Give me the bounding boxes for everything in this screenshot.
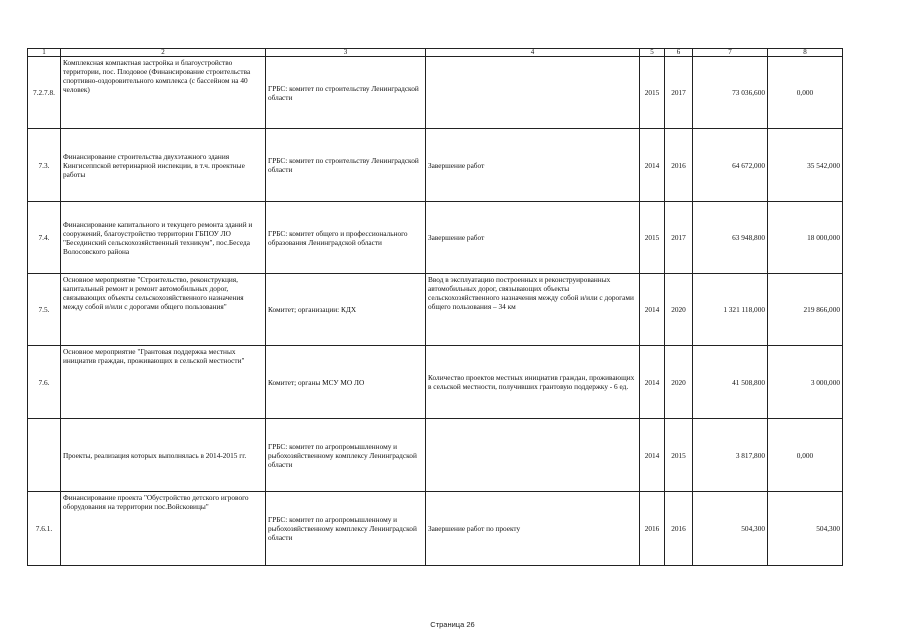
row-value-7: 1 321 118,000 [693, 274, 768, 346]
row-end-year: 2020 [665, 274, 693, 346]
budget-table [27, 48, 843, 566]
table-row [28, 202, 843, 274]
row-grbs: ГРБС: комитет по агропромышленному и рыбохозяйственному комплексу Ленинградской области [266, 492, 426, 566]
row-number: 7.6. [28, 346, 61, 419]
row-name: Основное мероприятие "Строительство, реконструкция, капитальный ремонт и ремонт автомобильных дорог, связывающих объекты сельскохозяйственного назначения между собой и/или с дорогами общего пользования" [61, 274, 266, 346]
row-result: Ввод в эксплуатацию построенных и реконструированных автомобильных дорог, связывающих объекты сельскохозяйственного назначения между собой и/или с дорогами общего пользования – 34 км [426, 274, 640, 346]
row-start-year: 2015 [640, 57, 665, 129]
row-value-7: 41 508,800 [693, 346, 768, 419]
row-start-year: 2014 [640, 129, 665, 202]
row-number: 7.4. [28, 202, 61, 274]
row-value-7: 63 948,800 [693, 202, 768, 274]
row-name: Финансирование строительства двухэтажного здания Кингисеппской ветеринарной инспекции, в т.ч. проектные работы [61, 129, 266, 202]
table-row [28, 419, 843, 492]
row-end-year: 2020 [665, 346, 693, 419]
row-start-year: 2016 [640, 492, 665, 566]
row-value-8: 0,000 [768, 57, 843, 129]
row-value-7: 504,300 [693, 492, 768, 566]
row-result: Количество проектов местных инициатив граждан, проживающих в сельской местности, получивших грантовую поддержку - 6 ед. [426, 346, 640, 419]
row-result: Завершение работ по проекту [426, 492, 640, 566]
col-header-3: 3 [266, 49, 426, 57]
page-number: Страница 26 [430, 620, 475, 629]
row-end-year: 2016 [665, 492, 693, 566]
row-value-8: 3 000,000 [768, 346, 843, 419]
row-grbs: Комитет; организации: КДХ [266, 274, 426, 346]
col-header-6: 6 [665, 49, 693, 57]
row-number: 7.2.7.8. [28, 57, 61, 129]
col-header-2: 2 [61, 49, 266, 57]
row-value-8: 219 866,000 [768, 274, 843, 346]
row-result: Завершение работ [426, 129, 640, 202]
row-result [426, 419, 640, 492]
table-row [28, 57, 843, 129]
col-header-4: 4 [426, 49, 640, 57]
row-grbs: ГРБС: комитет по строительству Ленинградской области [266, 129, 426, 202]
row-value-7: 73 036,600 [693, 57, 768, 129]
row-name: Основное мероприятие "Грантовая поддержка местных инициатив граждан, проживающих в сельской местности" [61, 346, 266, 419]
row-start-year: 2014 [640, 274, 665, 346]
row-value-7: 3 817,800 [693, 419, 768, 492]
col-header-1: 1 [28, 49, 61, 57]
row-number: 7.6.1. [28, 492, 61, 566]
col-header-7: 7 [693, 49, 768, 57]
row-number: 7.3. [28, 129, 61, 202]
row-end-year: 2016 [665, 129, 693, 202]
row-value-8: 18 000,000 [768, 202, 843, 274]
row-number: 7.5. [28, 274, 61, 346]
row-start-year: 2014 [640, 419, 665, 492]
row-result [426, 57, 640, 129]
row-value-7: 64 672,000 [693, 129, 768, 202]
row-name: Финансирование капитального и текущего ремонта зданий и сооружений, благоустройство территории ГБПОУ ЛО "Бесединский сельскохозяйственный техникум", пос.Беседа Волосовского района [61, 202, 266, 274]
row-end-year: 2015 [665, 419, 693, 492]
row-start-year: 2014 [640, 346, 665, 419]
row-name: Финансирование проекта "Обустройство детского игрового оборудования на территории пос.Войсковицы" [61, 492, 266, 566]
row-name: Комплексная компактная застройка и благоустройство территории, пос. Плодовое (Финансирование строительства спортивно-оздоровительного комплекса (с бассейном на 40 человек) [61, 57, 266, 129]
row-grbs: ГРБС: комитет общего и профессионального образования Ленинградской области [266, 202, 426, 274]
row-name: Проекты, реализация которых выполнялась в 2014-2015 гг. [61, 419, 266, 492]
row-value-8: 0,000 [768, 419, 843, 492]
col-header-8: 8 [768, 49, 843, 57]
table-row [28, 346, 843, 419]
row-grbs: ГРБС: комитет по агропромышленному и рыбохозяйственному комплексу Ленинградской области [266, 419, 426, 492]
row-end-year: 2017 [665, 202, 693, 274]
row-result: Завершение работ [426, 202, 640, 274]
header-row [28, 49, 843, 57]
table-row [28, 274, 843, 346]
row-grbs: ГРБС: комитет по строительству Ленинградской области [266, 57, 426, 129]
row-value-8: 504,300 [768, 492, 843, 566]
row-end-year: 2017 [665, 57, 693, 129]
row-start-year: 2015 [640, 202, 665, 274]
row-number [28, 419, 61, 492]
row-grbs: Комитет; органы МСУ МО ЛО [266, 346, 426, 419]
table-row [28, 492, 843, 566]
table-row [28, 129, 843, 202]
row-value-8: 35 542,000 [768, 129, 843, 202]
col-header-5: 5 [640, 49, 665, 57]
